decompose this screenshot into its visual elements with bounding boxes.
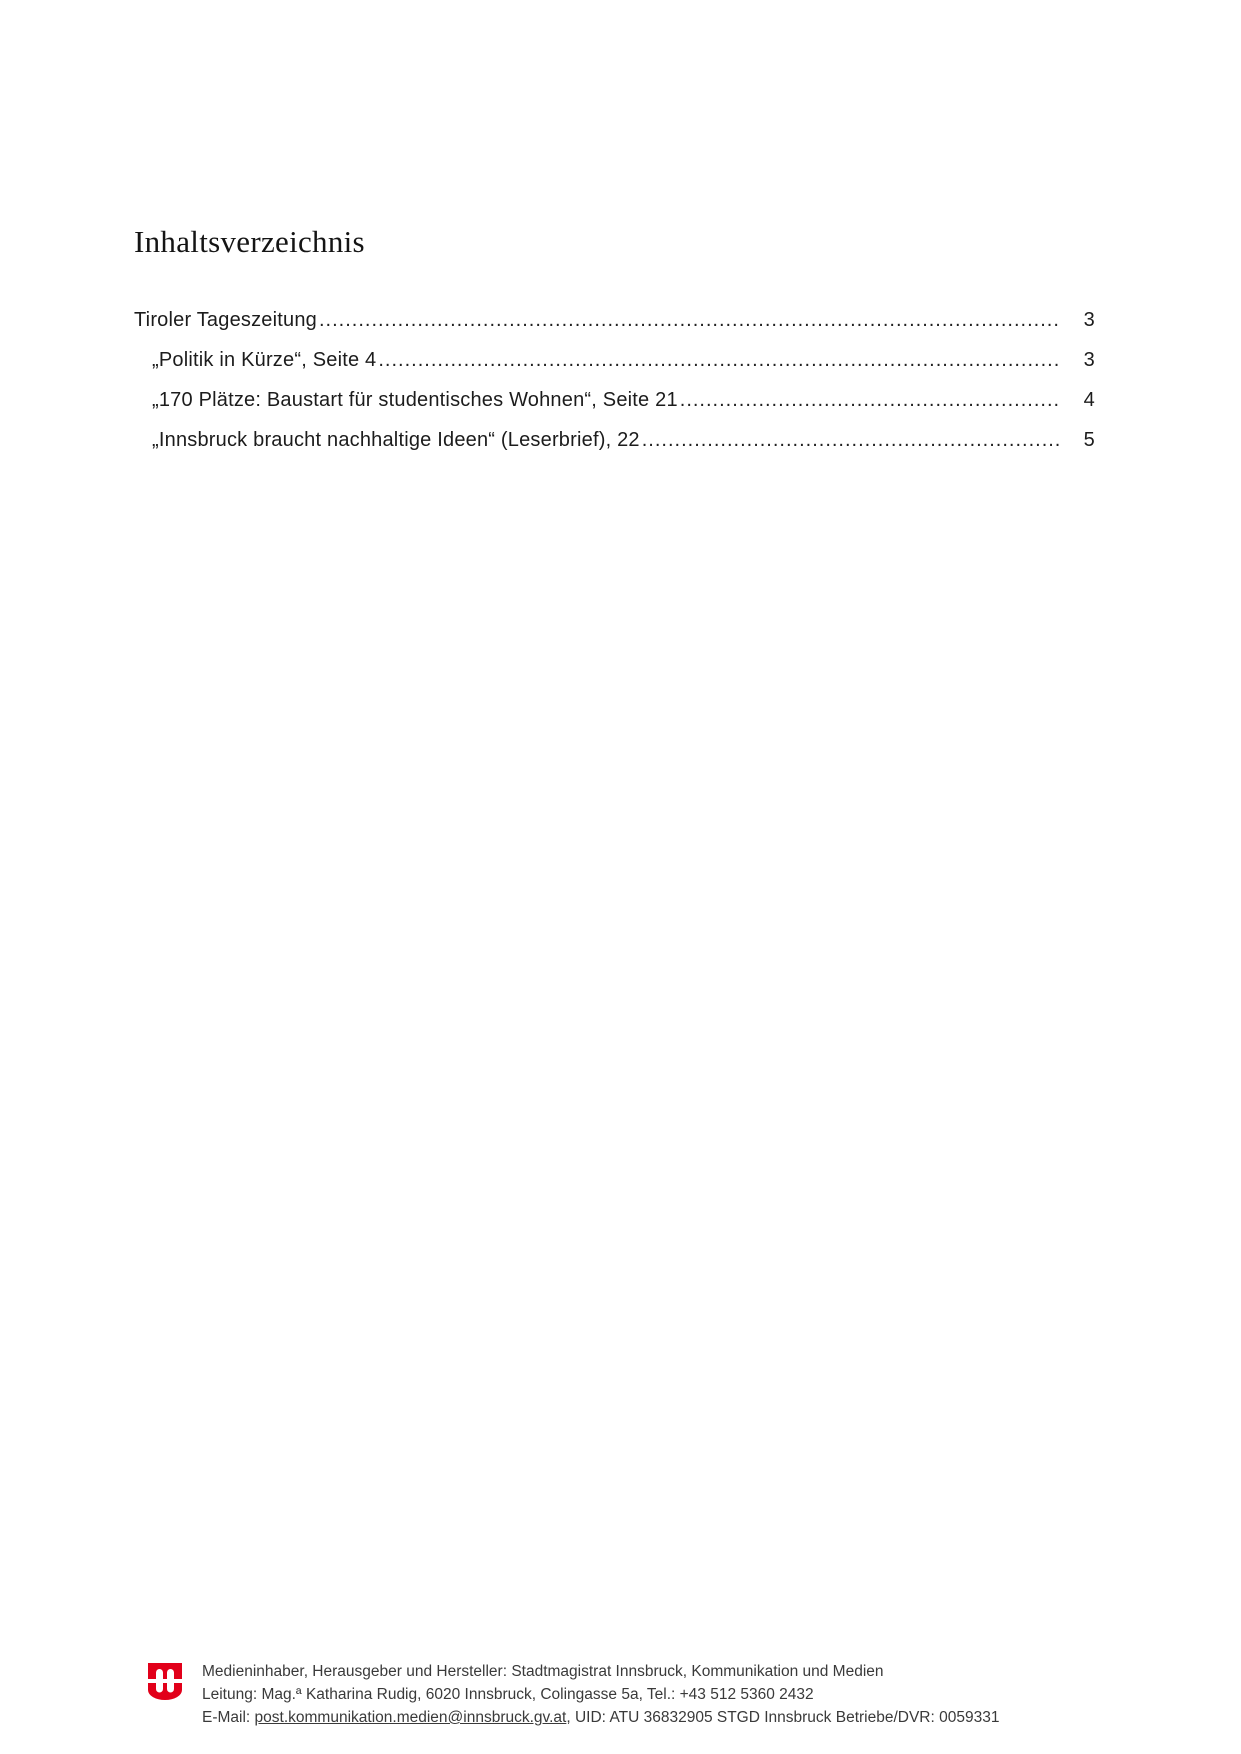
footer: [148, 1660, 999, 1729]
toc-entry[interactable]: [134, 380, 1095, 420]
toc-dot-leader: [378, 340, 1061, 380]
toc-entry[interactable]: [134, 340, 1095, 380]
toc-entry-label: „170 Plätze: Baustart für studentisches Wohnen“, Seite 21: [152, 389, 678, 411]
toc-page-number: 3: [1083, 309, 1095, 331]
toc-page-number: 5: [1083, 429, 1095, 451]
footer-line-1: Medieninhaber, Herausgeber und Hersteller: Stadtmagistrat Innsbruck, Kommunikation und Medien: [202, 1663, 884, 1680]
footer-line-2: Leitung: Mag.ª Katharina Rudig, 6020 Innsbruck, Colingasse 5a, Tel.: +43 512 5360 2432: [202, 1686, 814, 1703]
toc-entry-label: Tiroler Tageszeitung: [134, 309, 317, 331]
toc-list: [134, 300, 1095, 460]
toc-entry[interactable]: [134, 420, 1095, 460]
toc-dot-leader: [680, 380, 1061, 420]
innsbruck-city-logo-icon: [148, 1663, 182, 1700]
footer-line-3: [202, 1706, 999, 1729]
footer-email-label: E-Mail:: [202, 1709, 255, 1726]
toc-entry[interactable]: [134, 300, 1095, 340]
footer-email-link[interactable]: post.kommunikation.medien@innsbruck.gv.at: [254, 1709, 567, 1726]
toc-page-number: 4: [1083, 389, 1095, 411]
footer-line-3-suffix: , UID: ATU 36832905 STGD Innsbruck Betriebe/DVR: 0059331: [566, 1709, 1000, 1726]
toc-page-number: 3: [1083, 349, 1095, 371]
footer-imprint: [202, 1660, 999, 1729]
toc-entry-label: „Innsbruck braucht nachhaltige Ideen“ (Leserbrief), 22: [152, 429, 640, 451]
toc-entry-label: „Politik in Kürze“, Seite 4: [152, 349, 377, 371]
page-title: Inhaltsverzeichnis: [134, 224, 365, 259]
toc-dot-leader: [642, 420, 1061, 460]
toc-dot-leader: [319, 300, 1061, 340]
logo-shapes: [148, 1663, 182, 1700]
